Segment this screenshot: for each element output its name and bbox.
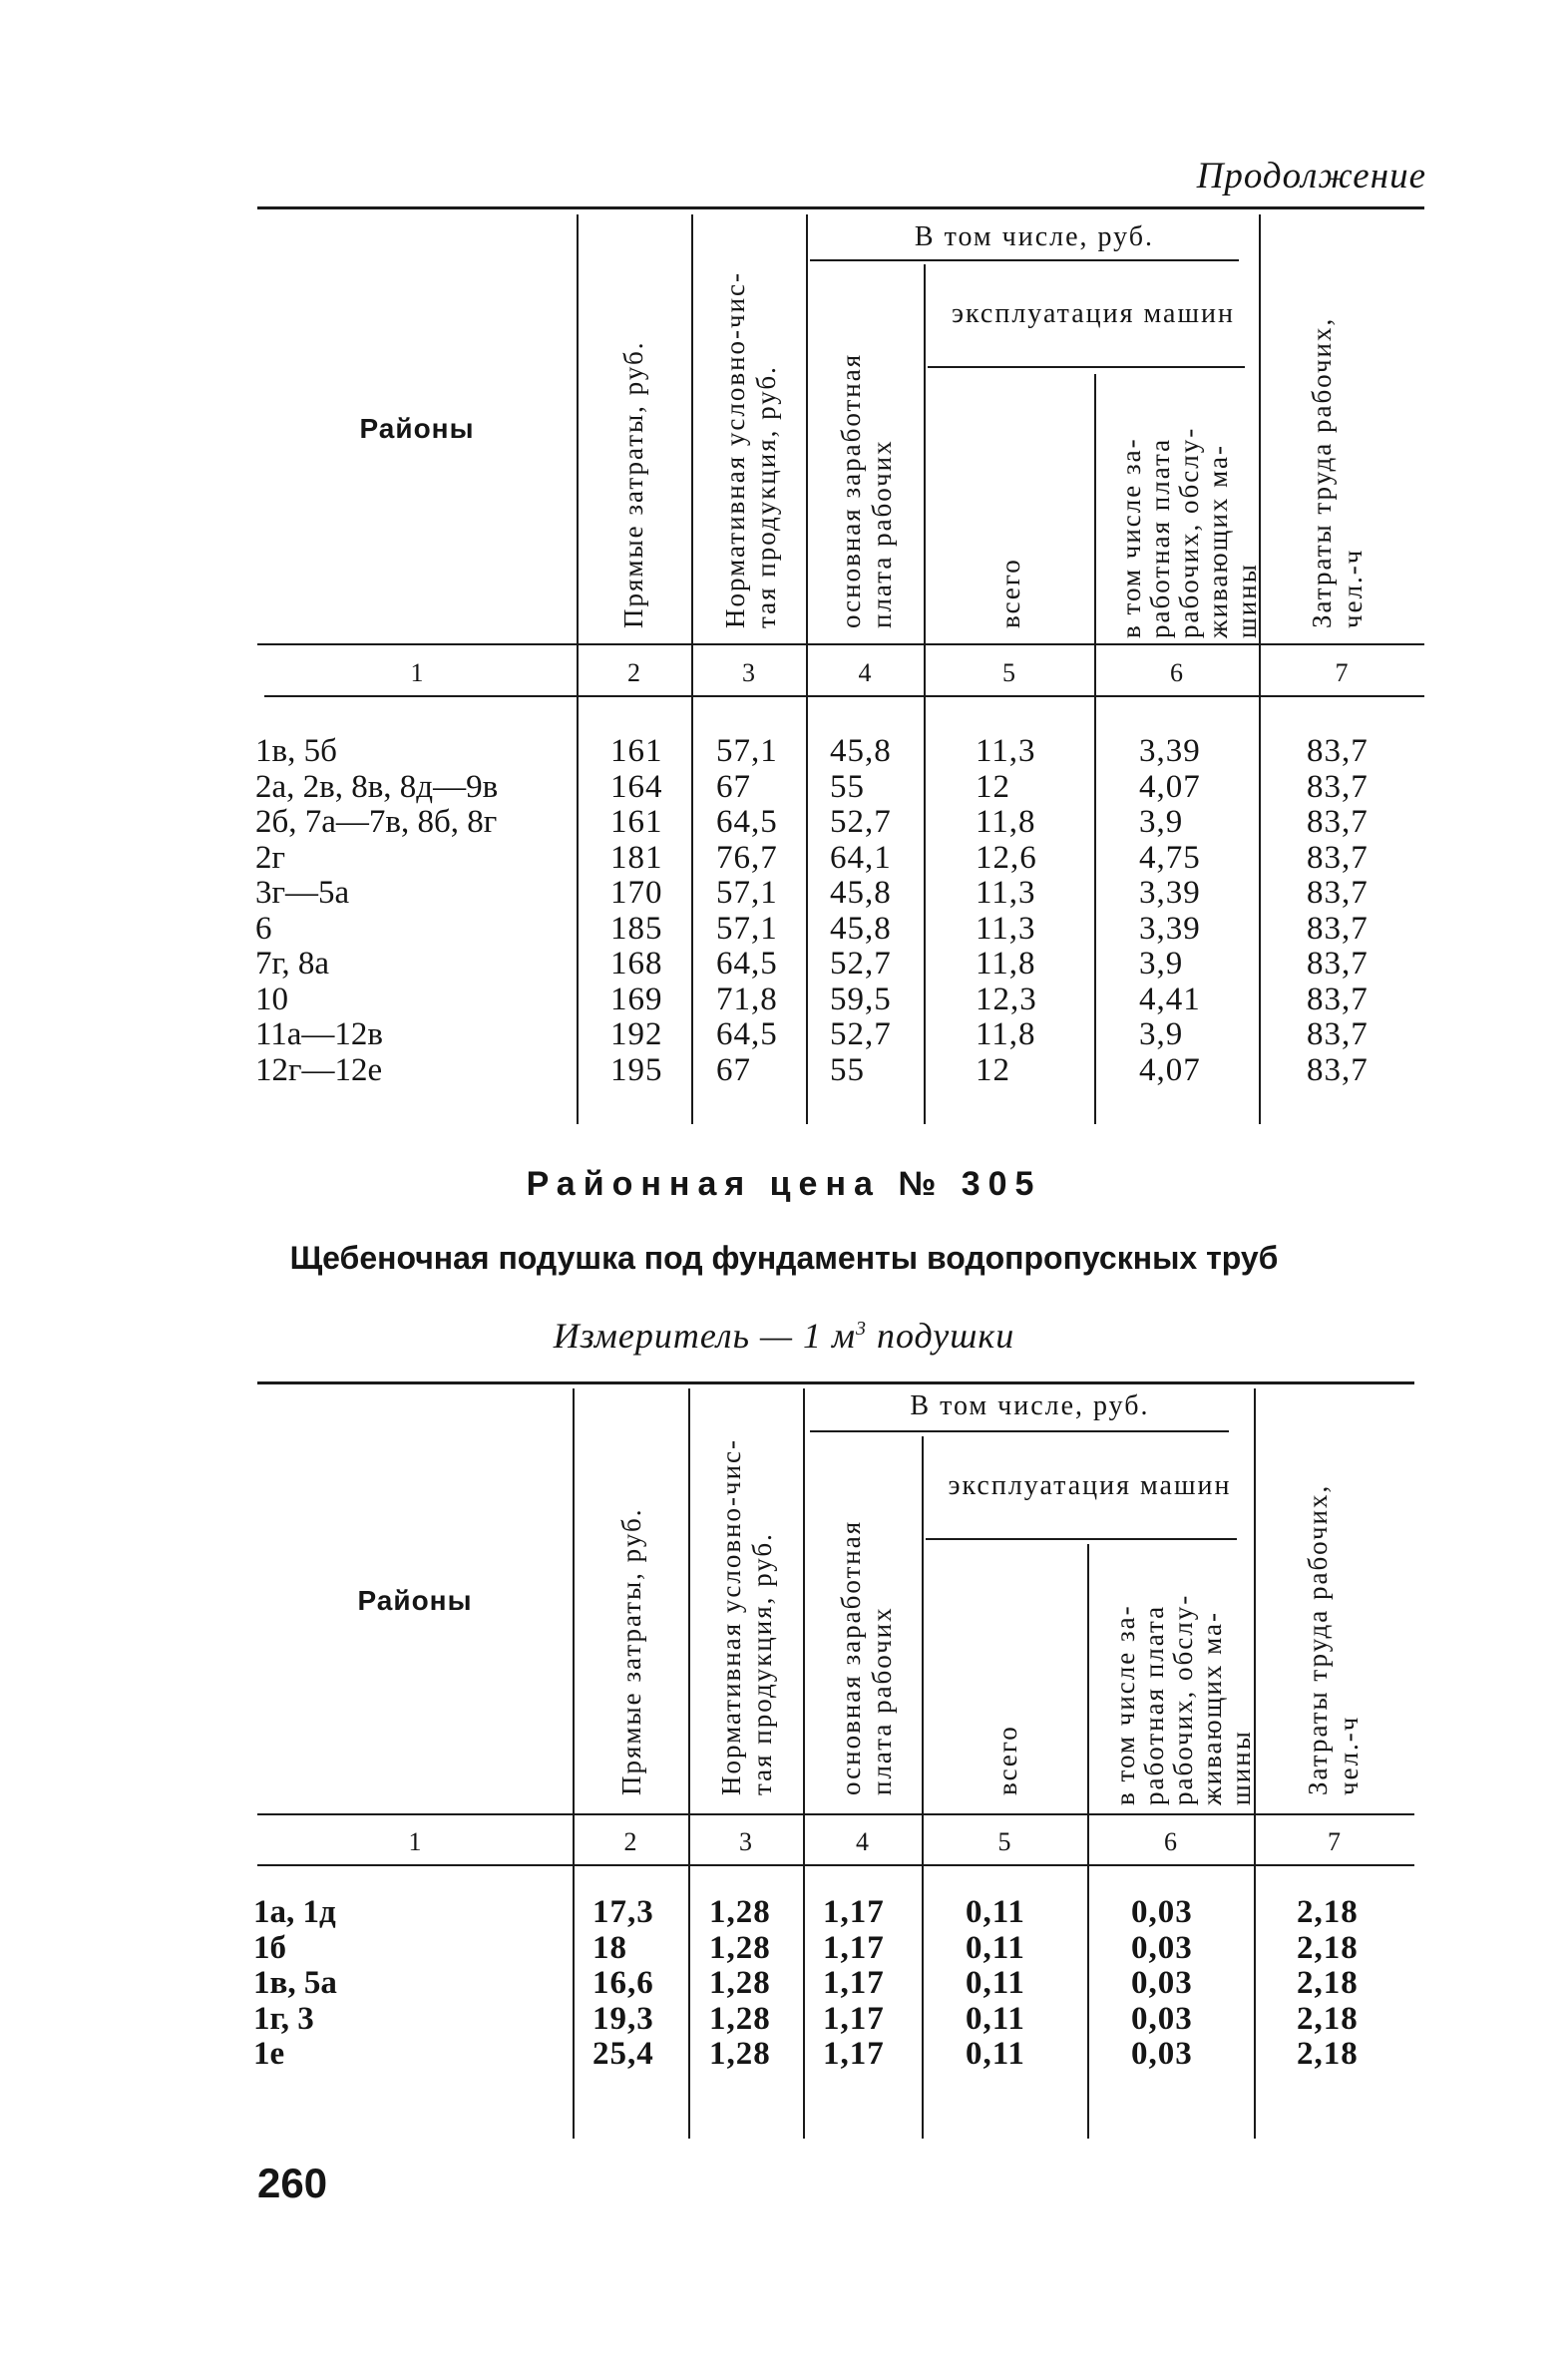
table-top-border [257, 1381, 1414, 1384]
total-header: всего [992, 1725, 1022, 1795]
colnum-bottom-border [257, 1864, 1414, 1866]
machine-wage-header: в том числе за- работная плата рабочих, обслу- живающих ма- шины [1110, 1593, 1256, 1805]
labor-column: 2,18 2,18 2,18 2,18 2,18 [1297, 1894, 1359, 2072]
normative-header: Нормативная условно-чис- тая продукция, руб. [720, 270, 781, 628]
including-header: В том числе, руб. [914, 221, 1155, 252]
machine-wage-column: 3,39 4,07 3,9 4,75 3,39 3,39 3,9 4,41 3,9 4,07 [1139, 733, 1201, 1088]
direct-costs-header: Прямые затраты, руб. [618, 340, 648, 628]
header-bottom-border [257, 643, 1424, 645]
normative-column: 57,1 67 64,5 76,7 57,1 57,1 64,5 71,8 64,5 67 [716, 733, 778, 1088]
measure-exponent: 3 [855, 1318, 867, 1340]
machine-operation-header: эксплуатация машин [948, 1470, 1232, 1501]
measure-unit [0, 1315, 1568, 1357]
column-number: 5 [1002, 658, 1015, 687]
normative-column: 1,28 1,28 1,28 1,28 1,28 [709, 1894, 771, 2072]
measure-prefix: Измеритель — 1 м [553, 1316, 856, 1356]
machine-wage-column: 0,03 0,03 0,03 0,03 0,03 [1131, 1894, 1193, 2072]
machine-operation-header: эксплуатация машин [952, 298, 1235, 329]
column-number: 7 [1335, 658, 1349, 687]
direct-costs-column: 17,3 18 16,6 19,3 25,4 [592, 1894, 654, 2072]
continuation-label: Продолжение [1196, 156, 1426, 197]
column-number: 3 [739, 1827, 752, 1856]
including-header: В том числе, руб. [910, 1390, 1150, 1421]
column-number: 1 [408, 1827, 422, 1856]
including-underline [810, 259, 1239, 261]
column-number: 1 [410, 658, 424, 687]
col-divider [688, 1388, 690, 2139]
total-header: всего [995, 558, 1025, 628]
column-number: 7 [1328, 1827, 1341, 1856]
col-divider [573, 1388, 575, 2139]
column-number: 4 [856, 1827, 869, 1856]
header-bottom-border [257, 1813, 1414, 1815]
col-divider [803, 1388, 805, 2139]
machine-wage-header: в том числе за- работная плата рабочих, обслу- живающих ма- шины [1116, 426, 1262, 638]
column-number: 6 [1170, 658, 1183, 687]
price-title: Районная цена № 305 [526, 1165, 1042, 1203]
measure-suffix: подушки [866, 1316, 1015, 1356]
districts-column: 1в, 5б 2а, 2в, 8в, 8д—9в 2б, 7а—7в, 8б, 8г 2г 3г—5а 6 7г, 8а 10 11а—12в 12г—12е [255, 733, 499, 1088]
work-title: Щебеночная подушка под фундаменты водопропускных труб [289, 1240, 1279, 1276]
column-number: 5 [997, 1827, 1011, 1856]
machine-total-column: 11,3 12 11,8 12,6 11,3 11,3 11,8 12,3 11,8 12 [976, 733, 1037, 1088]
base-wage-header: основная заработная плата рабочих [836, 352, 897, 628]
labor-column: 83,7 83,7 83,7 83,7 83,7 83,7 83,7 83,7 83,7 83,7 [1307, 733, 1369, 1088]
colnum-bottom-border [264, 695, 1424, 697]
table-top-border [257, 206, 1424, 209]
page-number: 260 [257, 2160, 328, 2206]
column-number: 2 [627, 658, 640, 687]
districts-column: 1а, 1д 1б 1в, 5а 1г, 3 1е [253, 1894, 337, 2072]
labor-header: Затраты труда рабочих, чел.-ч [1303, 1483, 1364, 1795]
column-number: 6 [1164, 1827, 1177, 1856]
base-wage-header: основная заработная плата рабочих [836, 1519, 897, 1795]
labor-header: Затраты труда рабочих, чел.-ч [1307, 316, 1368, 628]
districts-header: Районы [357, 1585, 473, 1616]
direct-costs-header: Прямые затраты, руб. [616, 1507, 646, 1795]
column-number: 4 [858, 658, 872, 687]
column-number: 3 [742, 658, 755, 687]
col-divider [1094, 374, 1096, 1124]
base-wage-column: 1,17 1,17 1,17 1,17 1,17 [823, 1894, 885, 2072]
col-divider [924, 264, 926, 1124]
base-wage-column: 45,8 55 52,7 64,1 45,8 45,8 52,7 59,5 52,7 55 [830, 733, 892, 1088]
districts-header: Районы [359, 413, 475, 444]
direct-costs-column: 161 164 161 181 170 185 168 169 192 195 [610, 733, 663, 1088]
normative-header: Нормативная условно-чис- тая продукция, руб. [716, 1437, 777, 1795]
machine-total-column: 0,11 0,11 0,11 0,11 0,11 [966, 1894, 1025, 2072]
column-number: 2 [623, 1827, 637, 1856]
col-divider [922, 1436, 924, 2139]
